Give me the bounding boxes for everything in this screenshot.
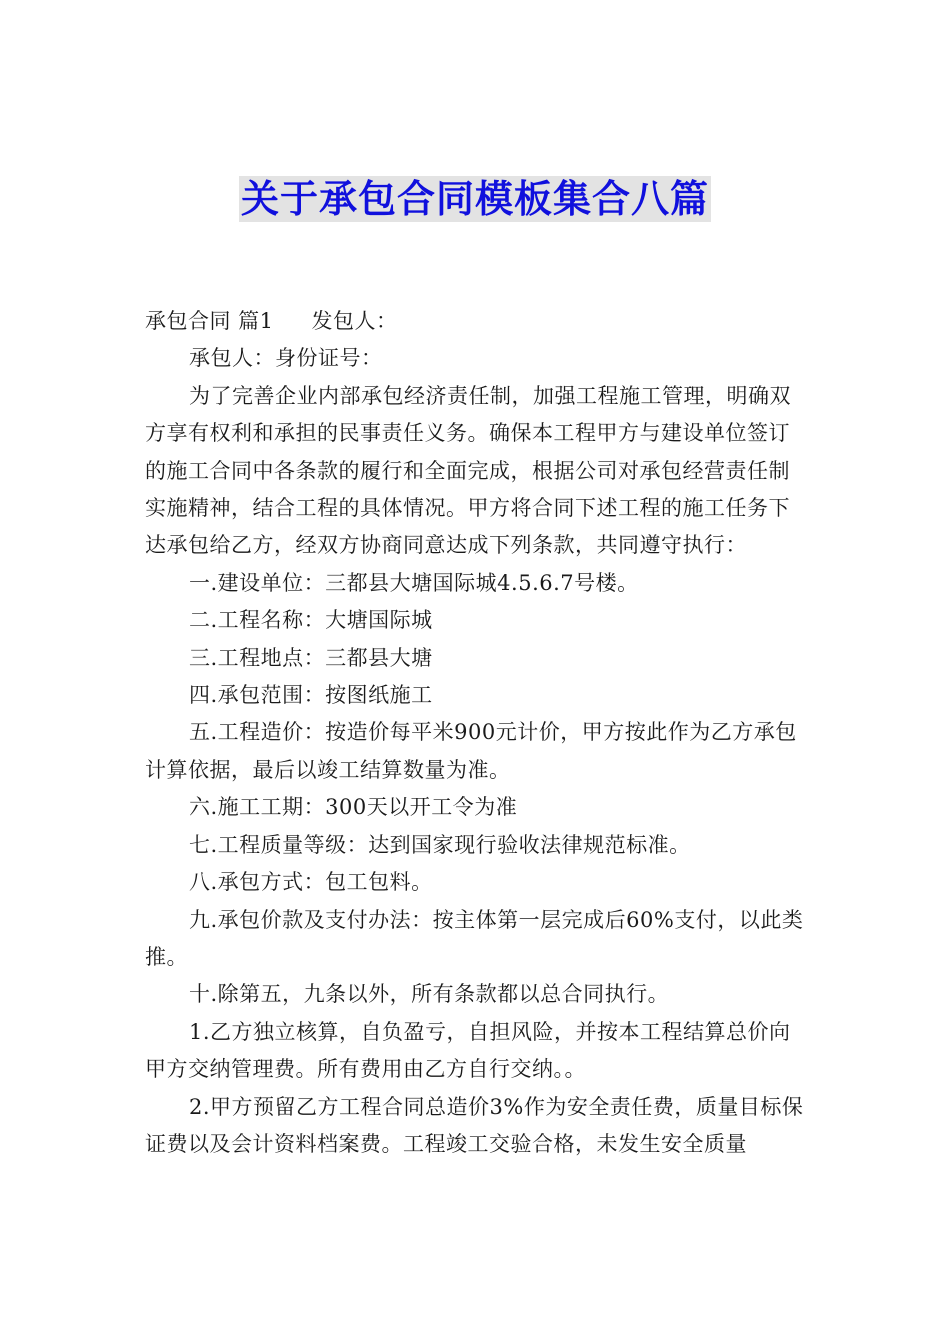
paragraph: 承包人：身份证号： bbox=[189, 346, 383, 371]
paragraph: 八.承包方式：包工包料。 bbox=[189, 870, 433, 895]
paragraph: 三.工程地点：三都县大塘 bbox=[189, 645, 433, 670]
party-a-label: 发包人： bbox=[311, 309, 398, 333]
paragraph: 一.建设单位：三都县大塘国际城4.5.6.7号楼。 bbox=[189, 570, 639, 595]
paragraph: 二.工程名称：大塘国际城 bbox=[189, 608, 433, 633]
paragraph: 十.除第五，九条以外，所有条款都以总合同执行。 bbox=[189, 982, 670, 1007]
paragraph: 1.乙方独立核算，自负盈亏，自担风险，并按本工程结算总价向甲方交纳管理费。所有费用由乙方自行交纳。。 bbox=[145, 1019, 791, 1082]
document-title: 关于承包合同模板集合八篇 bbox=[240, 177, 709, 221]
paragraph: 2.甲方预留乙方工程合同总造价3%作为安全责任费，质量目标保证费以及会计资料档案费。工程竣工交验合格，未发生安全质量 bbox=[145, 1094, 804, 1156]
paragraph: 九.承包价款及支付办法：按主体第一层完成后60%支付，以此类推。 bbox=[145, 907, 804, 969]
paragraph: 五.工程造价：按造价每平米900元计价，甲方按此作为乙方承包计算依据，最后以竣工结算数量为准。 bbox=[145, 720, 797, 782]
paragraph: 六.施工工期：300天以开工令为准 bbox=[189, 795, 518, 820]
section-heading: 承包合同 篇1 bbox=[145, 309, 274, 333]
paragraph: 七.工程质量等级：达到国家现行验收法律规范标准。 bbox=[189, 832, 691, 857]
paragraph: 四.承包范围：按图纸施工 bbox=[189, 683, 433, 708]
section-heading-line bbox=[145, 303, 810, 340]
title-container bbox=[0, 176, 950, 222]
document-body bbox=[145, 303, 810, 1163]
paragraph: 为了完善企业内部承包经济责任制，加强工程施工管理，明确双方享有权利和承担的民事责任义务。确保本工程甲方与建设单位签订的施工合同中各条款的履行和全面完成，根据公司对承包经营责任制实施精神，结合工程的具体情况。甲方将合同下述工程的施工任务下达承包给乙方，经双方协商同意达成下列条款，共同遵守执行： bbox=[145, 383, 791, 558]
